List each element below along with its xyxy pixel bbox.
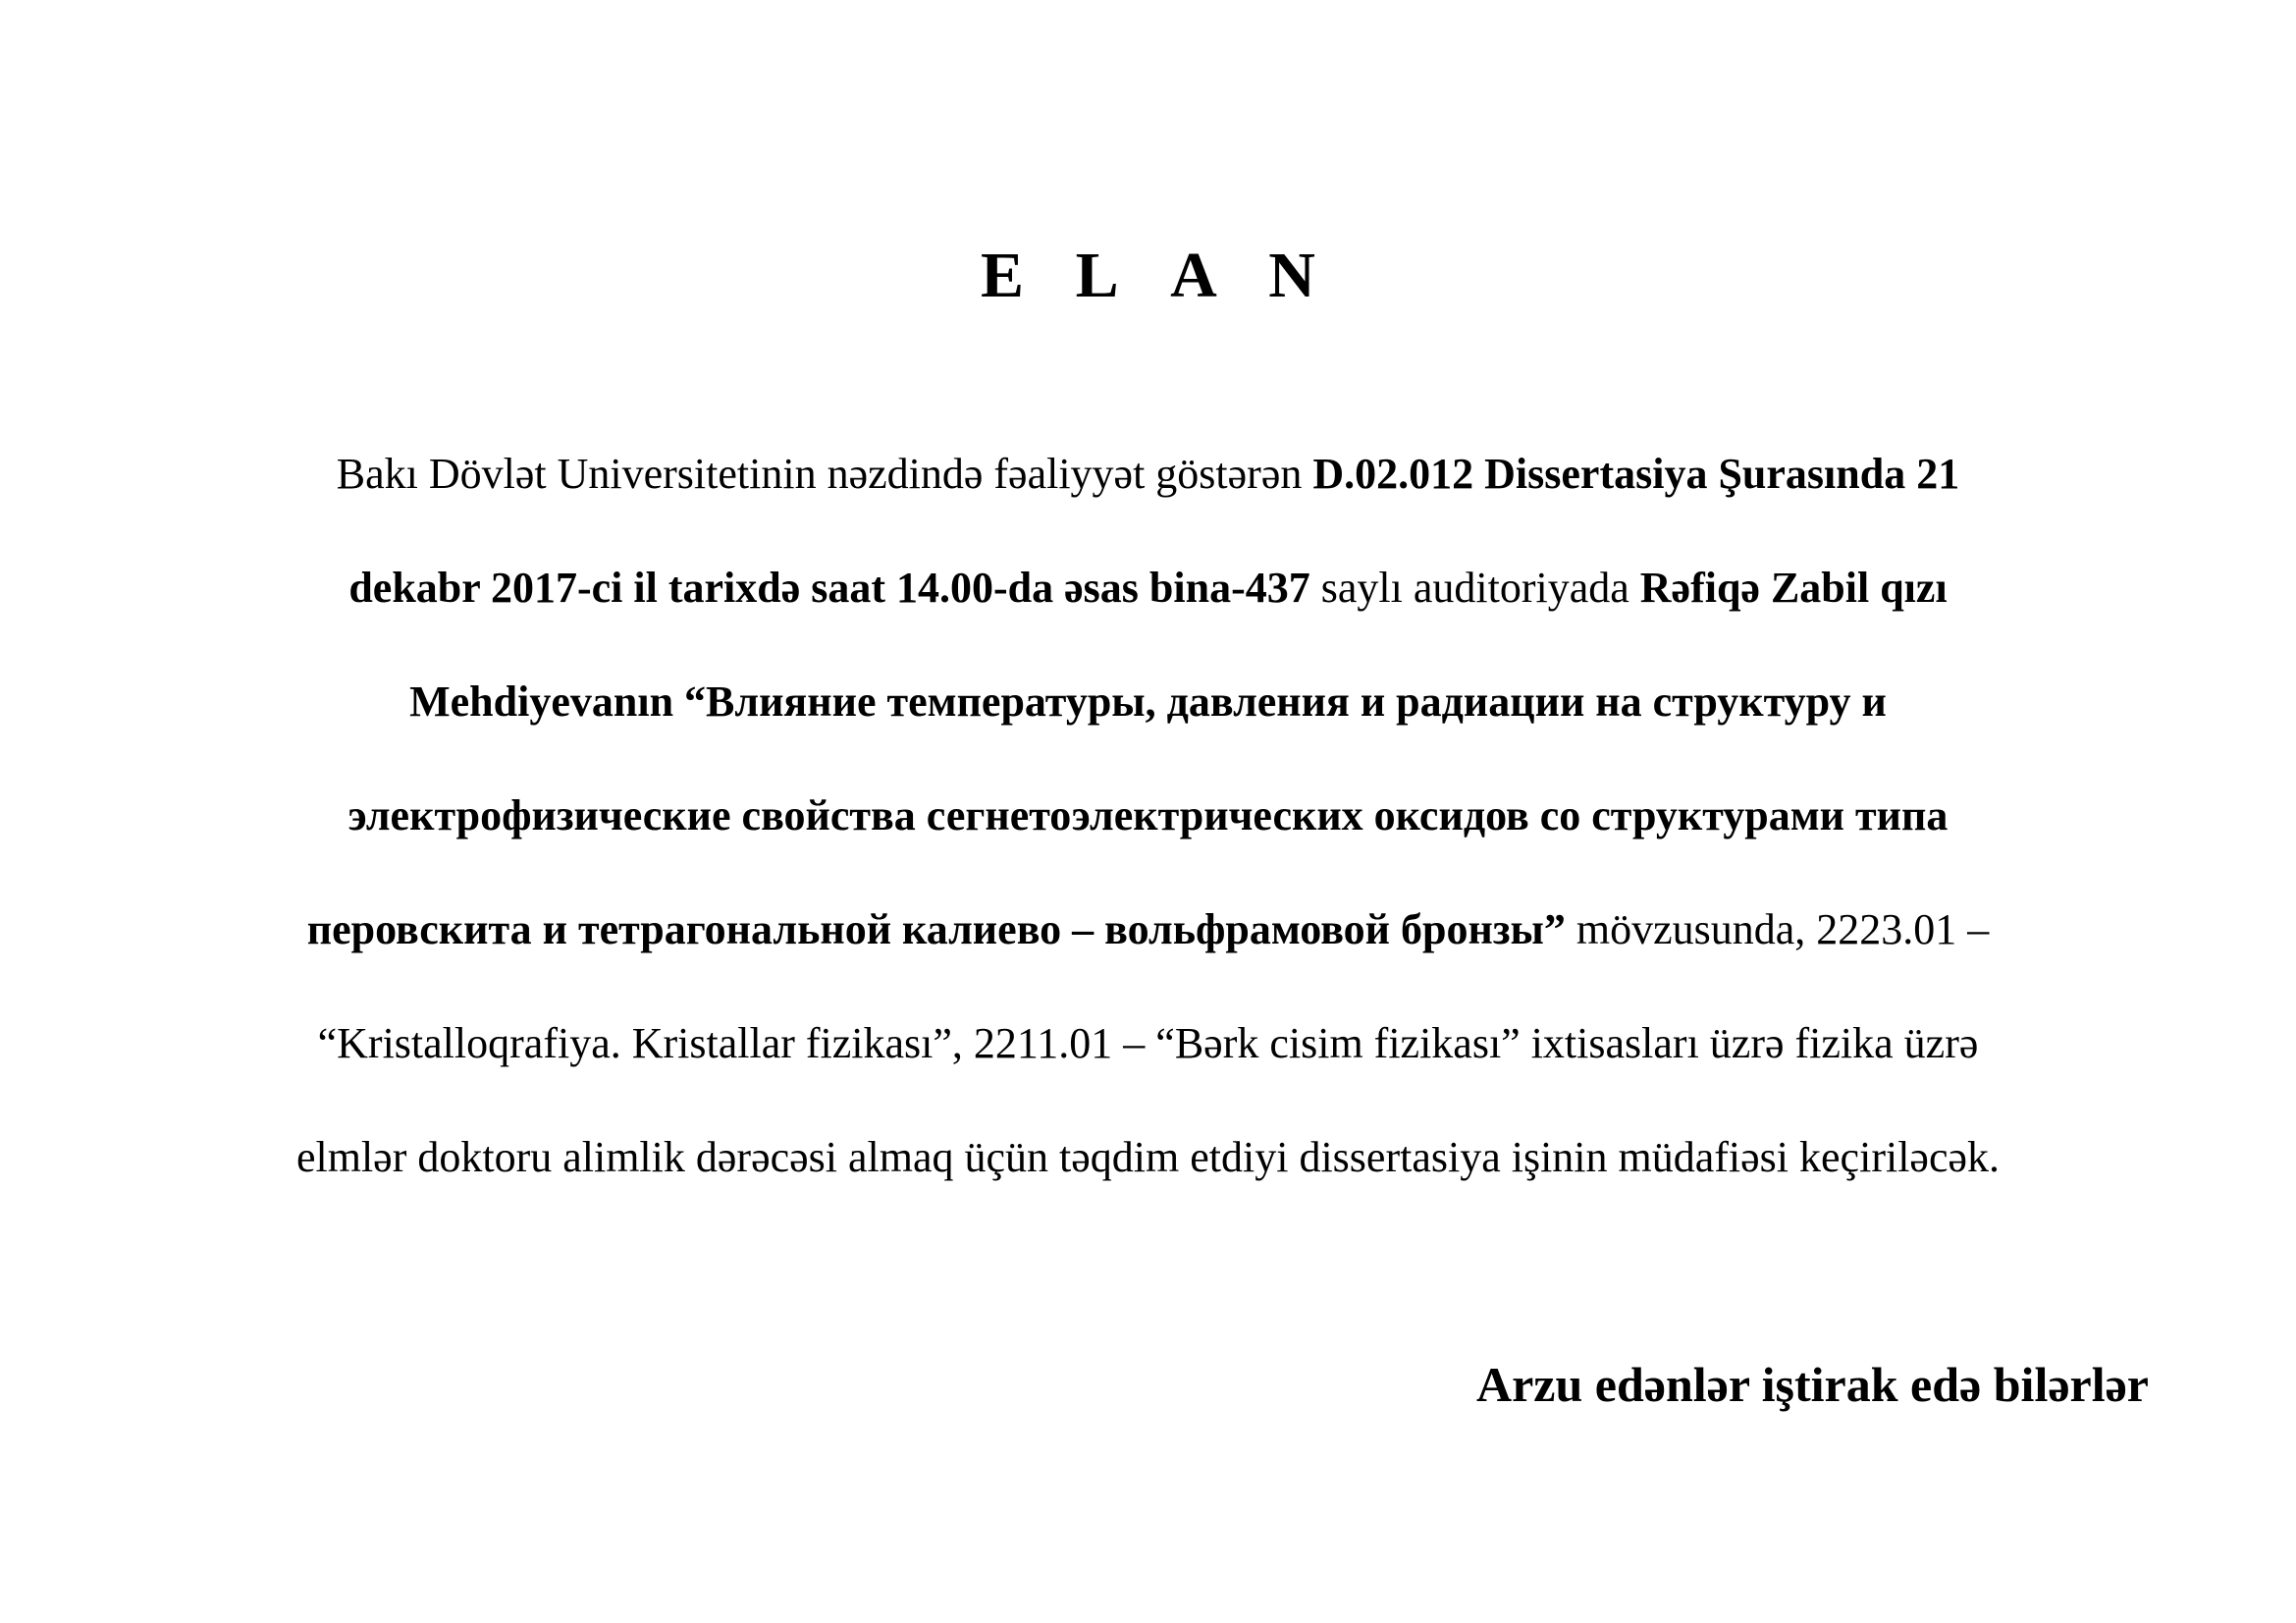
date-location-text: dekabr 2017-ci il tarixdə saat 14.00-da əsas bina-437: [348, 564, 1310, 612]
title-letter: L: [1075, 240, 1119, 311]
title-letter: N: [1268, 240, 1315, 311]
title-letter: A: [1170, 240, 1217, 311]
title-letter: E: [981, 240, 1025, 311]
announcement-body: [177, 417, 2119, 1215]
topic-suffix: mövzusunda, 2223.01 –: [1575, 905, 1990, 953]
council-text: D.02.012 Dissertasiya Şurasında 21: [1312, 450, 1960, 498]
degree-text: elmlər doktoru alimlik dərəcəsi almaq üçün təqdim etdiyi dissertasiya işinin müdafiəsi keçiriləcək.: [295, 1133, 2001, 1181]
closing-note: Arzu edənlər iştirak edə bilərlər: [1475, 1357, 2149, 1412]
specialties-text: “Kristalloqrafiya. Kristallar fizikası”, 2211.01 – “Bərk cisim fizikası” ixtisasları üzrə fizika üzrə: [317, 1019, 1979, 1067]
dissertation-topic-line3: перовскита и тетрагональной калиево – вольфрамовой бронзы”: [306, 905, 1566, 953]
intro-text: Bakı Dövlət Universitetinin nəzdində fəaliyyət göstərən: [336, 450, 1303, 498]
candidate-name-cont: Mehdiyevanın: [409, 677, 674, 726]
announcement-title: [0, 232, 2296, 320]
auditorium-text: saylı auditoriyada: [1320, 564, 1629, 612]
dissertation-topic-line1: “Влияние температуры, давления и радиации на структуру и: [684, 677, 1887, 726]
dissertation-topic-line2: электрофизические свойства сегнетоэлектрических оксидов со структурами типа: [347, 791, 1949, 839]
candidate-name: Rəfiqə Zabil qızı: [1639, 564, 1948, 612]
